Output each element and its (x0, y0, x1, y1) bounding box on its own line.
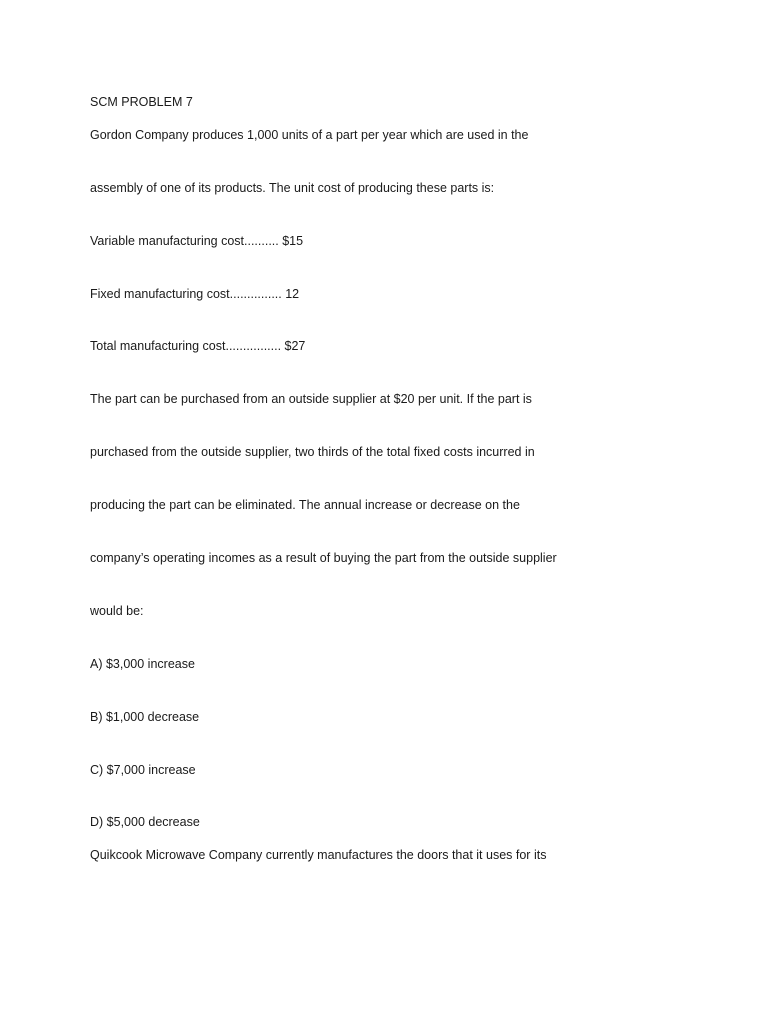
next-problem-line: Quikcook Microwave Company currently manufactures the doors that it uses for its (90, 848, 547, 862)
answer-option-d: D) $5,000 decrease (90, 815, 200, 829)
paragraph-line: The part can be purchased from an outside supplier at $20 per unit. If the part is (90, 392, 532, 406)
cost-line-total: Total manufacturing cost................ $27 (90, 339, 306, 353)
cost-line-variable: Variable manufacturing cost.......... $15 (90, 234, 304, 248)
answer-option-b: B) $1,000 decrease (90, 710, 200, 724)
paragraph-line: purchased from the outside supplier, two thirds of the total fixed costs incurred in (90, 445, 535, 459)
cost-line-fixed: Fixed manufacturing cost............... 12 (90, 287, 300, 301)
answer-option-c: C) $7,000 increase (90, 763, 196, 777)
page-title: SCM PROBLEM 7 (90, 95, 193, 109)
paragraph-line: assembly of one of its products. The unit cost of producing these parts is: (90, 181, 495, 195)
paragraph-line: Gordon Company produces 1,000 units of a part per year which are used in the (90, 128, 529, 142)
paragraph-line: would be: (90, 604, 144, 618)
paragraph-line: producing the part can be eliminated. The annual increase or decrease on the (90, 498, 520, 512)
answer-option-a: A) $3,000 increase (90, 657, 195, 671)
paragraph-line: company’s operating incomes as a result of buying the part from the outside supplier (90, 551, 557, 565)
